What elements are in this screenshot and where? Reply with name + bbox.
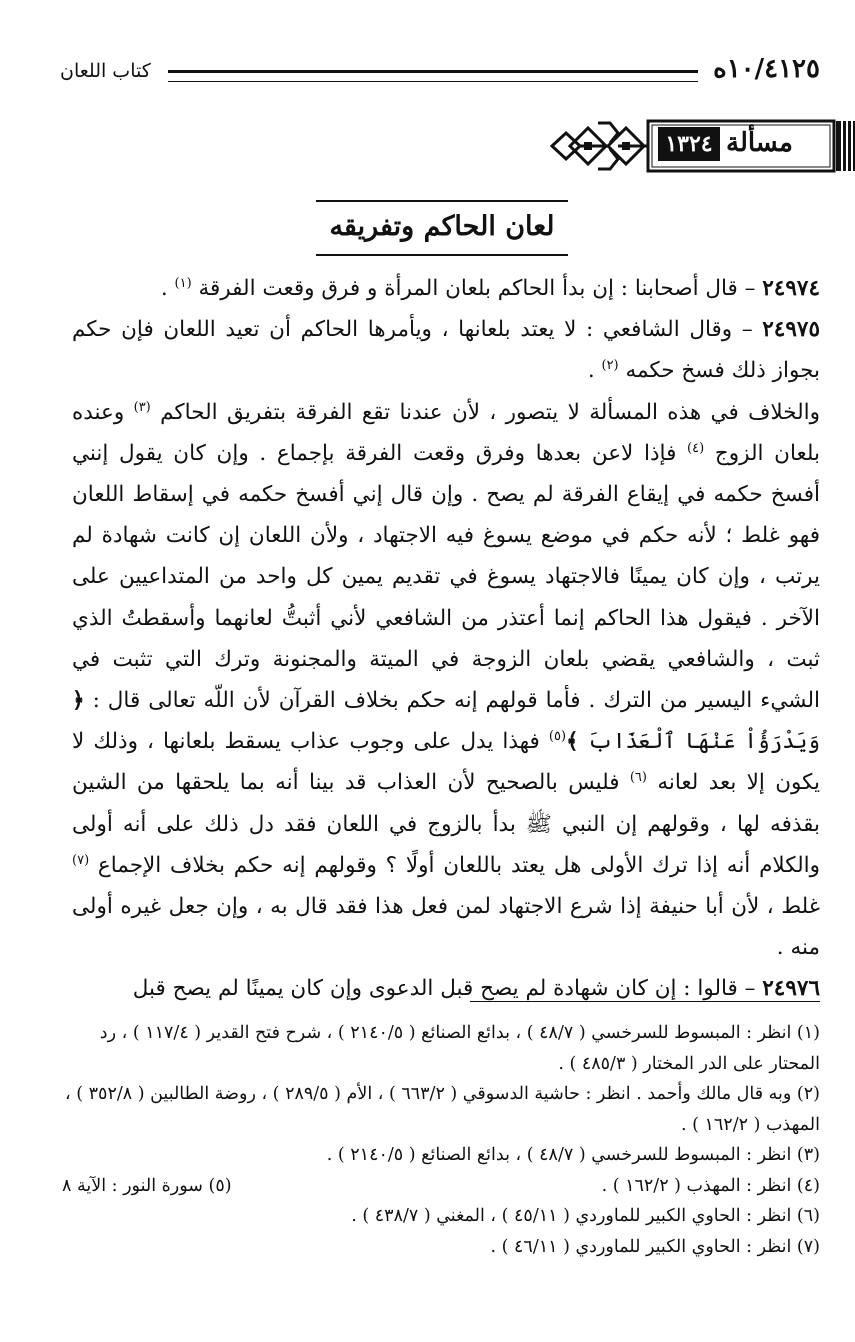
paragraph-end: . xyxy=(587,358,602,384)
footnote-5: (٥) سورة النور : الآية ٨ xyxy=(62,1175,232,1196)
paragraph-number: ٢٤٩٧٦ xyxy=(762,976,820,1002)
paragraph-text: – قالوا : إن كان شهادة لم يصح قبل الدعوى وإن كان يمينًا لم يصح قبل xyxy=(132,976,763,1002)
footnote-2: (٢) وبه قال مالك وأحمد . انظر : حاشية الدسوقي ( ٦٦٣/٢ ) ، الأم ( ٢٨٩/٥ ) ، روضة الطالبين ( ٣٥٢/٨ ) ، المهذب ( ١٦٢/٢ ) . xyxy=(65,1084,820,1135)
quran-bracket-open: ﴿ xyxy=(72,688,85,714)
footnote-ref[interactable]: (١) xyxy=(174,275,192,291)
footnote-pair xyxy=(62,1171,820,1202)
text-segment: والخلاف في هذه المسألة لا يتصور ، لأن عندنا تقع الفرقة بتفريق الحاكم xyxy=(150,399,820,425)
footnote-separator xyxy=(470,1001,820,1002)
issue-number-badge: ١٣٢٤ xyxy=(658,127,720,161)
text-segment: وعنده بلعان الزوج xyxy=(72,399,820,466)
footnote-1: (١) انظر : المبسوط للسرخسي ( ٤٨/٧ ) ، بدائع الصنائع ( ٢١٤٠/٥ ) ، شرح فتح القدير ( ١١٧/٤ ) ، رد المحتار على الدر المختار ( ٤٨٥/٣ ) . xyxy=(99,1023,820,1074)
paragraph-end: . xyxy=(160,276,175,301)
main-text xyxy=(72,268,820,1010)
text-segment: غلط ، لأن أبا حنيفة إذا شرع الاجتهاد لمن فعل هذا فقد قال به ، وإن جعل غيره أولى منه . xyxy=(72,894,820,961)
footnote-ref[interactable]: (٧) xyxy=(72,852,90,868)
paragraph-text: – وقال الشافعي : لا يعتد بلعانها ، ويأمرها الحاكم أن تعيد اللعان فإن حكم بجواز ذلك فسخ حكمه xyxy=(72,317,820,384)
header-rule xyxy=(168,70,698,82)
paragraph-number: ٢٤٩٧٤ xyxy=(762,276,820,301)
paragraph-text: – قال أصحابنا : إن بدأ الحاكم بلعان المرأة و فرق وقعت الفرقة xyxy=(191,276,763,301)
footnotes xyxy=(62,1018,820,1262)
book-title: كتاب اللعان xyxy=(60,60,151,82)
footnote-ref[interactable]: (٢) xyxy=(601,358,619,374)
footnote-ref[interactable]: (٥) xyxy=(548,729,567,745)
footnote-6: (٦) انظر : الحاوي الكبير للماوردي ( ٤٥/١١ ) ، المغني ( ٤٣٨/٧ ) . xyxy=(351,1206,820,1226)
discussion-paragraph xyxy=(72,392,820,969)
footnote-ref[interactable]: (٣) xyxy=(133,399,151,415)
paragraph-24975 xyxy=(72,309,820,391)
paragraph-24976 xyxy=(72,968,820,1009)
issue-banner xyxy=(548,113,855,179)
quran-quote: وَيَدْرَؤُاْ عَنْهَا ٱلْعَذَابَ xyxy=(578,729,820,755)
text-segment: فهذا يدل على وجوب عذاب يسقط بلعانها ، وذلك لا يكون إلا بعد لعانه xyxy=(72,729,820,796)
quran-bracket-close: ﴾ xyxy=(566,729,579,755)
footnote-ref[interactable]: (٦) xyxy=(629,770,647,786)
running-header xyxy=(60,54,820,94)
footnote-7: (٧) انظر : الحاوي الكبير للماوردي ( ٤٦/١١ ) . xyxy=(490,1236,820,1257)
section-title: لعان الحاكم وتفريقه xyxy=(316,200,568,256)
banner-label: مسألة xyxy=(726,128,793,158)
paragraph-number: ٢٤٩٧٥ xyxy=(762,317,820,343)
text-segment: فليس بالصحيح لأن العذاب قد بينا أنه بما يلحقها من الشين بقذفه لها ، وقولهم إن النبي ﷺ بدأ بالزوج في اللعان فقد دل ذلك على أنه أولى والكلام أنه إذا ترك الأولى هل يعتد باللعان أولًا ؟ وقولهم إنه حكم بخلاف الإجماع xyxy=(72,770,820,878)
text-segment: فإذا لاعن بعدها وفرق وقعت الفرقة بإجماع . وإن كان يقول إنني أفسخ حكمه في إيقاع الفرقة لم يصح . وإن قال إني أفسخ حكمه في إسقاط اللعان فهو غلط ؛ لأنه حكم في موضع يسوغ فيه الاجتهاد ، ولأن اللعان إن كانت شهادة لم يرتب ، وإن كان يمينًا فالاجتهاد يسوغ في تقديم يمين كل واحد من المتداعيين على الآخر . فيقول هذا الحاكم إنما أعتذر من الشافعي لأني أثبتُّ لعانهما وأسقطتُ الذي ثبت ، والشافعي يقضي بلعان الزوجة في الميتة والمجنونة وترك التي تثبت في الشيء اليسير من الترك . فأما قولهم إنه حكم بخلاف القرآن لأن اللّه تعالى قال : xyxy=(72,440,820,714)
footnote-ref[interactable]: (٤) xyxy=(687,440,705,456)
footnote-4: (٤) انظر : المهذب ( ١٦٢/٢ ) . xyxy=(601,1175,820,1196)
page-number: ١٠/٤١٢٥ه xyxy=(713,54,820,84)
paragraph-24974 xyxy=(72,268,820,309)
footnote-3: (٣) انظر : المبسوط للسرخسي ( ٤٨/٧ ) ، بدائع الصنائع ( ٢١٤٠/٥ ) . xyxy=(326,1145,820,1165)
